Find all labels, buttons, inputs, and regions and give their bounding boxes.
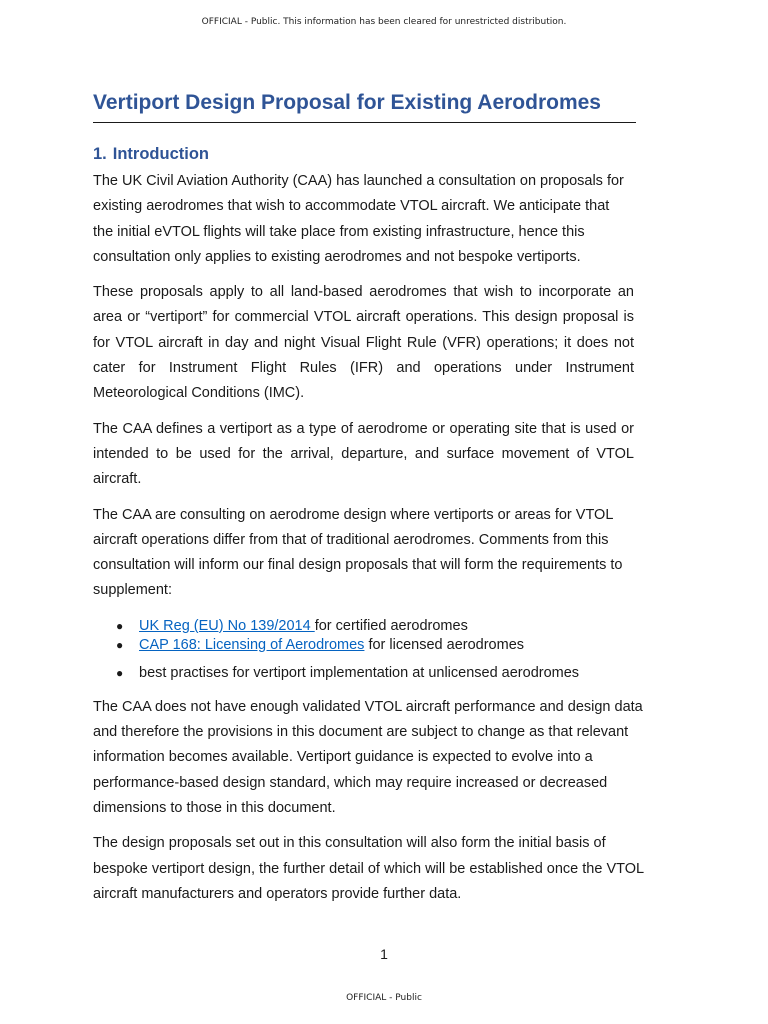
paragraph-scope: These proposals apply to all land-based aerodromes that wish to incorporate an area or “vertiport” for commercial VTOL aircraft operations. This design proposal is for VTOL aircraft in day and night Visual Flight Rule (VFR) operations; it does not cater for Instrument Flight Rules (IFR) and operations under Instrument Meteorological Conditions (IMC).	[93, 284, 634, 402]
paragraph-consultation: The CAA are consulting on aerodrome design where vertiports or areas for VTOL aircraft operations differ from that of traditional aerodromes. Comments from this consultation will inform our final design proposals that will form the requirements to supplement:	[93, 506, 623, 599]
paragraph-definition: The CAA defines a vertiport as a type of aerodrome or operating site that is used or intended to be used for the arrival, departure, and surface movement of VTOL aircraft.	[93, 420, 634, 488]
bullet-icon: ●	[116, 618, 124, 633]
section-title: Introduction	[112, 145, 209, 163]
section-number: 1.	[93, 145, 107, 163]
document-title: Vertiport Design Proposal for Existing Aerodromes	[93, 88, 636, 123]
link-cap-168[interactable]: CAP 168: Licensing of Aerodromes	[139, 636, 365, 653]
paragraph-intro: The UK Civil Aviation Authority (CAA) has launched a consultation on proposals for existing aerodromes that wish to accommodate VTOL aircraft. We anticipate that the initial eVTOL flights will take place from existing infrastructure, hence this consultation only applies to existing aerodromes and not bespoke vertiports.	[93, 173, 624, 265]
page-number: 1	[380, 946, 388, 962]
supplement-list	[93, 617, 659, 683]
list-item-text: for certified aerodromes	[314, 617, 468, 634]
document-body	[93, 88, 659, 907]
bullet-icon: ●	[116, 637, 124, 652]
list-item-text: for licensed aerodromes	[364, 636, 525, 653]
classification-footer: OFFICIAL - Public	[346, 993, 422, 1003]
list-item	[116, 664, 659, 683]
section-heading	[93, 143, 659, 165]
list-item	[116, 617, 659, 636]
classification-header: OFFICIAL - Public. This information has been cleared for unrestricted distribution.	[201, 17, 567, 27]
list-item	[116, 636, 659, 655]
list-item-text: best practises for vertiport implementation at unlicensed aerodromes	[139, 664, 580, 681]
paragraph-performance: The CAA does not have enough validated VTOL aircraft performance and design data and therefore the provisions in this document are subject to change as that relevant information becomes available. Vertiport guidance is expected to evolve into a performance-based design standard, which may require increased or decreased dimensions to those in this document.	[93, 698, 643, 816]
link-uk-reg-139-2014[interactable]: UK Reg (EU) No 139/2014	[139, 617, 315, 634]
paragraph-bespoke: The design proposals set out in this consultation will also form the initial basis of bespoke vertiport design, the further detail of which will be established once the VTOL aircraft manufacturers and operators provide further data.	[93, 835, 644, 902]
bullet-icon: ●	[116, 665, 124, 680]
